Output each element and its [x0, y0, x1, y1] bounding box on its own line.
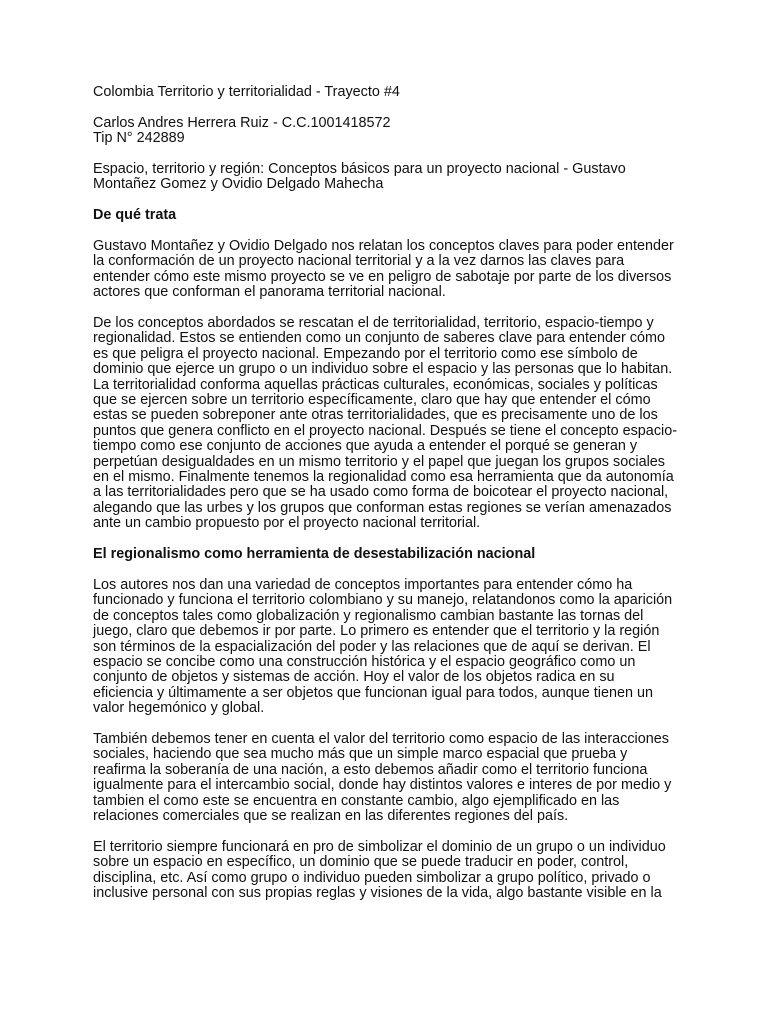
paragraph: También debemos tener en cuenta el valor del territorio como espacio de las interacciones sociales, haciendo que sea mucho más que un simple marco espacial que prueba y reafirma la soberanía de una nación, a esto debemos añadir como el territorio funciona igualmente para el intercambio social, donde hay distintos valores e interes de por medio y tambien el como este se encuentra en constante cambio, algo ejemplificado en las relaciones comerciales que se realizan en las diferentes regiones del país. — [93, 730, 672, 824]
paragraph: El territorio siempre funcionará en pro de simbolizar el dominio de un grupo o un individuo sobre un espacio en específico, un dominio que se puede traducir en poder, control, disciplina, etc. Así como grupo o individuo pueden simbolizar a grupo político, privado o inclusive personal con sus propias reglas y visiones de la vida, algo bastante visible en la — [93, 838, 666, 901]
reference-line: Espacio, territorio y región: Conceptos básicos para un proyecto nacional - Gustavo Montañez Gomez y Ovidio Delgado Mahecha — [93, 161, 626, 193]
paragraph: Los autores nos dan una variedad de conceptos importantes para entender cómo ha funcionado y funciona el territorio colombiano y su manejo, relatandonos como la aparición de conceptos tales como globalización y regionalismo cambian bastante las tornas del juego, claro que debemos ir por parte. Lo primero es entender que el territorio y la región son términos de la espacialización del poder y las relaciones que de aquí se derivan. El espacio se concibe como una construcción histórica y el espacio geográfico como un conjunto de objetos y sistemas de acción. Hoy el valor de los objetos radica en su eficiencia y últimamente a ser objetos que funcionan igual para todos, aunque tienen un valor hegemónico y global. — [93, 576, 673, 717]
paragraph: Gustavo Montañez y Ovidio Delgado nos relatan los conceptos claves para poder entender la conformación de un proyecto nacional territorial y a la vez darnos las claves para entender cómo este mismo proyecto se ve en peligro de sabotaje por parte de los diversos actores que conforman el panorama territorial nacional. — [93, 238, 674, 301]
document-body — [93, 85, 678, 901]
author-line: Carlos Andres Herrera Ruiz - C.C.1001418572 — [93, 114, 391, 131]
paragraph: De los conceptos abordados se rescatan el de territorialidad, territorio, espacio-tiempo y regionalidad. Estos se entienden como un conjunto de saberes clave para entender cómo es que peligra el proyecto nacional. Empezando por el territorio como ese símbolo de dominio que ejerce un grupo o un individuo sobre el espacio y las personas que lo habitan. La territorialidad conforma aquellas prácticas culturales, económicas, sociales y políticas que se ejercen sobre un territorio específicamente, claro que hay que entender el cómo estas se pueden sobreponer ante otras territorialidades, que es precisamente uno de los puntos que genera conflicto en el proyecto nacional. Después se tiene el concepto espacio-tiempo como ese conjunto de acciones que ayuda a entender el porqué se generan y perpetúan desigualdades en un mismo territorio y el papel que juegan los grupos sociales en el mismo. Finalmente tenemos la regionalidad como esa herramienta que da autonomía a las territorialidades pero que se ha usado como forma de boicotear el proyecto nacional, alegando que las urbes y los grupos que conforman estas regiones se verían amenazados ante un cambio propuesto por el proyecto nacional territorial. — [93, 315, 678, 532]
section-heading-de-que-trata: De qué trata — [93, 207, 177, 224]
tip-line: Tip N° 242889 — [93, 130, 185, 147]
section-heading-regionalismo: El regionalismo como herramienta de desestabilización nacional — [93, 546, 536, 563]
document-title: Colombia Territorio y territorialidad - Trayecto #4 — [93, 84, 400, 100]
